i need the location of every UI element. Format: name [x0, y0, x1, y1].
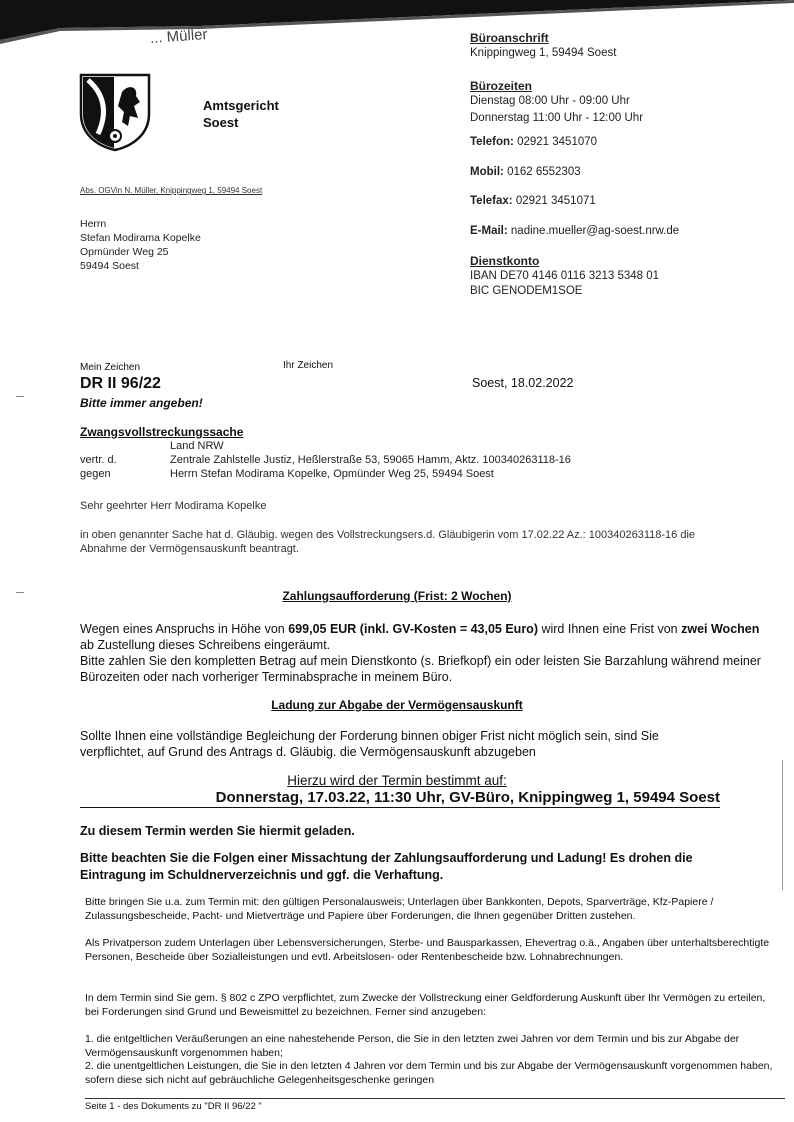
recipient-line-1: Herrn — [80, 218, 107, 230]
fax-line — [470, 194, 596, 209]
list-item-2: 2. die unentgeltlichen Leistungen, die Sie in den letzten 4 Jahren vor dem Termin und bis zur Abgabe der Vermögensauskunft vorgenommen haben, sofern diese sich nicht auf gebräuchliche Gelegenheitsgeschenke geringen — [85, 1060, 773, 1086]
debtor: Herrn Stefan Modirama Kopelke, Opmünder Weg 25, 59494 Soest — [170, 468, 494, 480]
office-address-block — [470, 31, 616, 61]
account-iban: IBAN DE70 4146 0116 3213 5348 01 — [470, 270, 660, 282]
email-line — [470, 224, 679, 239]
sender-line: Abs. OGVin N. Müller, Knippingweg 1, 59494 Soest — [80, 186, 263, 195]
payment-text-c: ab Zustellung dieses Schreibens eingeräumt. — [80, 638, 331, 652]
payment-amount: 699,05 EUR (inkl. GV-Kosten = 43,05 Euro) — [288, 622, 538, 636]
office-address-heading: Büroanschrift — [470, 31, 549, 45]
office-hours-line-2: Donnerstag 11:00 Uhr - 12:00 Uhr — [470, 112, 644, 124]
court-name — [203, 97, 279, 131]
recipient-address — [80, 217, 201, 273]
office-hours-block — [470, 79, 643, 126]
payment-paragraph-2: Bitte zahlen Sie den kompletten Betrag auf mein Dienstkonto (s. Briefkopf) ein oder leisten Sie Barzahlung während meiner Bürozeiten oder nach vorheriger Terminabsprache in meinem Büro. — [80, 654, 761, 684]
recipient-line-2: Stefan Modirama Kopelke — [80, 232, 201, 244]
salutation: Sehr geehrter Herr Modirama Kopelke — [80, 500, 267, 512]
summons-paragraph: Sollte Ihnen eine vollständige Begleichung der Forderung binnen obiger Frist nicht möglich sein, sind Sie verpflichtet, auf Grund des Antrags d. Gläubig. die Vermögensauskunft abzugeben — [80, 729, 659, 759]
appointment-heading: Hierzu wird der Termin bestimmt auf: — [287, 773, 507, 788]
court-line-1: Amtsgericht — [203, 98, 279, 113]
office-address: Knippingweg 1, 59494 Soest — [470, 47, 617, 59]
ihr-zeichen-label: Ihr Zeichen — [283, 360, 334, 371]
scan-edge-shape — [0, 0, 794, 62]
warning-paragraph: Bitte beachten Sie die Folgen einer Missachtung der Zahlungsaufforderung und Ladung! Es drohen die Eintragung im Schuldnerverzeichnis und ggf. die Verhaftung. — [80, 851, 693, 882]
place-date: Soest, 18.02.2022 — [472, 376, 574, 390]
aktenzeichen: DR II 96/22 — [80, 375, 161, 392]
account-bic: BIC GENODEM1SOE — [470, 285, 583, 297]
email-label: E-Mail: — [470, 225, 508, 237]
creditor-row — [0, 439, 794, 453]
phone-label: Telefon: — [470, 136, 514, 148]
debtor-row — [0, 467, 794, 481]
account-block — [470, 254, 659, 299]
intro-paragraph: in oben genannter Sache hat d. Gläubig. wegen des Vollstreckungsers.d. Gläubigerin vom 17.02.22 Az.: 100340263118-16 die Abnahme der Vermögensauskunft beantragt. — [80, 529, 696, 555]
list-item-1: 1. die entgeltlichen Veräußerungen an eine nahestehende Person, die Sie in den letzten zwei Jahren vor dem Termin und bis zur Abgabe der Vermögensauskunft vorgenommen haben; — [85, 1033, 740, 1059]
payment-paragraph-1 — [80, 621, 770, 653]
law-paragraph: In dem Termin sind Sie gem. § 802 c ZPO verpflichtet, zum Zwecke der Vollstreckung einer Geldforderung Auskunft über Ihr Vermögen zu erteilen, bei Forderungen sind Grund und Beweismittel zu bezeichnen. Ferner sind anzugeben: — [85, 992, 766, 1018]
payment-text-b: wird Ihnen eine Frist von — [537, 622, 682, 636]
case-title: Zwangsvollstreckungssache — [80, 425, 244, 439]
mobile-line — [470, 165, 581, 180]
recipient-line-4: 59494 Soest — [80, 260, 139, 272]
account-heading: Dienstkonto — [470, 254, 540, 268]
fax-number: 02921 3451071 — [515, 195, 596, 207]
payment-heading: Zahlungsaufforderung (Frist: 2 Wochen) — [282, 589, 512, 603]
office-hours-heading: Bürozeiten — [470, 79, 533, 93]
mein-zeichen-label: Mein Zeichen — [80, 362, 141, 373]
recipient-line-3: Opmünder Weg 25 — [80, 246, 169, 258]
mobile-label: Mobil: — [470, 166, 504, 178]
phone-line — [470, 135, 597, 150]
court-line-2: Soest — [203, 115, 239, 130]
represented-label: vertr. d. — [80, 454, 117, 466]
against-label: gegen — [80, 468, 111, 480]
office-hours-line-1: Dienstag 08:00 Uhr - 09:00 Uhr — [470, 95, 630, 107]
email-address: nadine.mueller@ag-soest.nrw.de — [510, 225, 680, 237]
phone-number: 02921 3451070 — [517, 136, 598, 148]
footer-rule — [85, 1098, 785, 1099]
fold-mark — [16, 396, 24, 397]
scan-top-band — [0, 0, 794, 62]
payment-term: zwei Wochen — [681, 622, 760, 636]
bring-paragraph-1: Bitte bringen Sie u.a. zum Termin mit: den gültigen Personalausweis; Unterlagen über Bankkonten, Depots, Sparverträge, Kfz-Papiere / Zulassungsbescheide, Pacht- und Mietverträge und Papiere über Forderungen, die Ihnen gegenüber Dritten zustehen. — [85, 896, 714, 922]
bring-paragraph-2: Als Privatperson zudem Unterlagen über Lebensversicherungen, Sterbe- und Bausparkassen, Ehevertrag o.ä., Angaben über unterhaltsberechtigte Personen, Bescheide über Sozialleistungen und evtl. Arbeitslosen- oder Rentenbescheide bzw. Lohnabrechnungen. — [85, 937, 770, 963]
page-footer: Seite 1 - des Dokuments zu "DR II 96/22 " — [85, 1101, 262, 1112]
aktenzeichen-note: Bitte immer angeben! — [80, 396, 203, 410]
cut-off-name: ... Müller — [149, 26, 209, 47]
fax-label: Telefax: — [470, 195, 513, 207]
invitation-line: Zu diesem Termin werden Sie hiermit geladen. — [80, 824, 355, 838]
represented-row — [0, 453, 794, 467]
payment-text-a: Wegen eines Anspruchs in Höhe von — [80, 622, 289, 636]
represented-by: Zentrale Zahlstelle Justiz, Heßlerstraße 53, 59065 Hamm, Aktz. 100340263118-16 — [170, 454, 571, 466]
summons-heading: Ladung zur Abgabe der Vermögensauskunft — [271, 698, 523, 712]
nrw-coat-of-arms-icon — [78, 72, 152, 152]
creditor: Land NRW — [170, 440, 224, 452]
mobile-number: 0162 6552303 — [507, 166, 581, 178]
appointment: Donnerstag, 17.03.22, 11:30 Uhr, GV-Büro, Knippingweg 1, 59494 Soest — [80, 789, 720, 808]
